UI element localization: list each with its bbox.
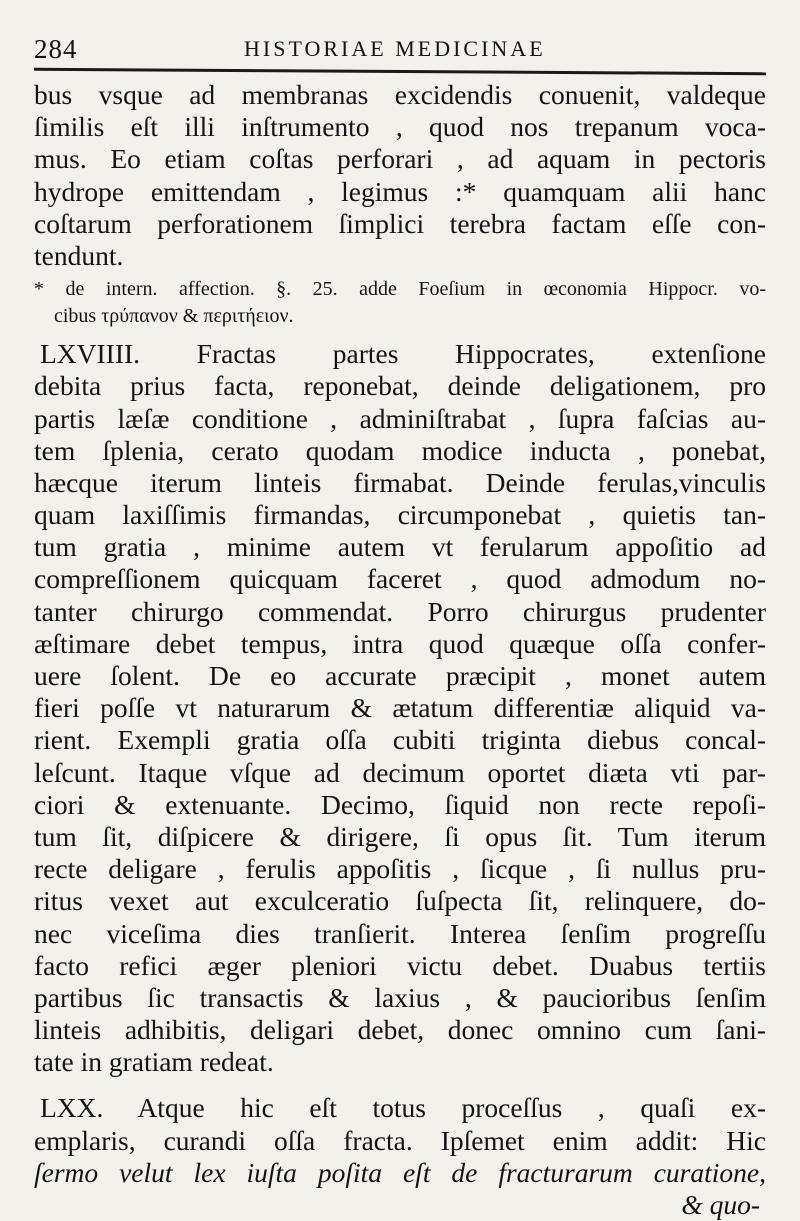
footnote-line: cibus τρύπανον & περιτήειον. [54,305,294,328]
text-line: hæcque iterum linteis firmabat. Deinde ferulas,vinculis [34,466,766,498]
text-line: tanter chirurgo commendat. Porro chirurgus prudenter [34,595,766,627]
footnote-line: * de intern. affection. §. 25. adde Foeſium in œconomia Hippocr. vo- [34,278,766,301]
text-line: partibus ſic transactis & laxius , & paucioribus ſenſim [34,981,766,1013]
text-line: LXX. Atque hic eſt totus proceſſus , quaſi ex- [40,1092,766,1124]
text-line: tate in gratiam redeat. [34,1046,274,1078]
text-line: rient. Exempli gratia oſſa cubiti triginta diebus concal- [34,724,766,756]
text-line: bus vsque ad membranas excidendis conuenit, valdeque [34,79,766,110]
text-line: fieri poſſe vt naturarum & ætatum differentiæ aliquid va- [34,692,766,724]
text-line: tem ſplenia, cerato quodam modice inducta , ponebat, [34,434,766,466]
paragraph-lxviiii [34,338,766,1078]
text-line: uere ſolent. De eo accurate præcipit , monet autem [34,660,766,691]
text-line: facto refici æger pleniori victu debet. Duabus tertiis [34,949,766,981]
page-number: 284 [34,34,78,64]
text-line: partis læſæ conditione , adminiſtrabat , ſupra faſcias au- [34,402,766,434]
text-line: recte deligare , ferulis appoſitis , ſicque , ſi nullus pru- [34,853,766,885]
top-paragraph [34,79,766,272]
text-line: nec viceſima dies tranſierit. Interea ſenſim progreſſu [34,917,766,949]
text-line: tum ſit, diſpicere & dirigere, ſi opus ſit. Tum iterum [34,820,766,852]
text-line: quam laxiſſimis firmandas, circumponebat , quietis tan- [34,499,766,531]
catchword: & quo- [681,1189,760,1220]
text-line: compreſſionem quicquam faceret , quod admodum no- [34,563,766,595]
text-line: ritus vexet aut exculceratio ſuſpecta ſit, relinquere, do- [34,885,766,917]
text-line: coſtarum perforationem ſimplici terebra factam eſſe con- [34,207,766,239]
text-line: LXVIIII. Fractas partes Hippocrates, extenſione [40,338,766,370]
text-line: ſermo velut lex iuſta poſita eſt de fracturarum curatione, [34,1156,766,1188]
text-line: tendunt. [34,239,124,271]
text-line: mus. Eo etiam coſtas perforari , ad aquam in pectoris [34,143,766,175]
paragraph-lxx [34,1092,766,1189]
text-line: ſimilis eſt illi inſtrumento , quod nos trepanum voca- [34,111,766,143]
text-line: linteis adhibitis, deligari debet, donec omnino cum ſani- [34,1014,766,1046]
running-head: HISTORIAE MEDICINAE [244,36,546,61]
page-header [34,28,766,66]
text-line: tum gratia , minime autem vt ferularum appoſitio ad [34,531,766,563]
text-line: debita prius facta, reponebat, deinde deligationem, pro [34,370,766,402]
text-line: ciori & extenuante. Decimo, ſiquid non recte repoſi- [34,788,766,820]
text-line: emplaris, curandi oſſa fracta. Ipſemet enim addit: Hic [34,1124,766,1156]
header-rule [34,68,766,75]
text-line: æſtimare debet tempus, intra quod quæque oſſa confer- [34,627,766,659]
text-line: hydrope emittendam , legimus :* quamquam alii hanc [34,175,766,207]
footnote [34,276,766,330]
text-line: leſcunt. Itaque vſque ad decimum oportet diæta vti par- [34,756,766,788]
